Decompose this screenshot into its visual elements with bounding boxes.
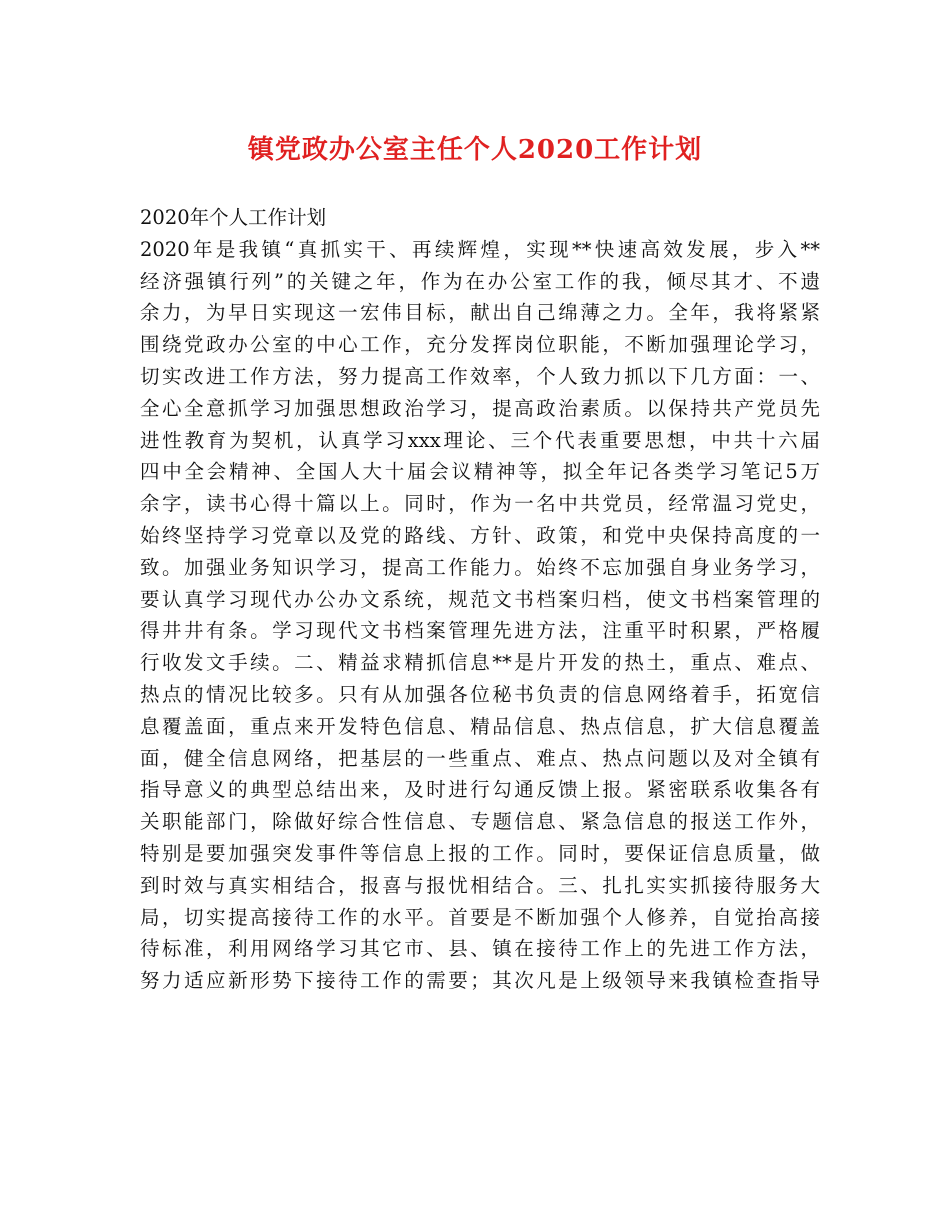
paragraph-line: 面，健全信息网络，把基层的一些重点、难点、热点问题以及对全镇有 bbox=[140, 746, 820, 770]
paragraph-line: 关职能部门，除做好综合性信息、专题信息、紧急信息的报送工作外， bbox=[140, 810, 820, 834]
paragraph-line: 到时效与真实相结合，报喜与报忧相结合。三、扎扎实实抓接待服务大 bbox=[140, 873, 820, 897]
paragraph-line: 余力，为早日实现这一宏伟目标，献出自己绵薄之力。全年，我将紧紧 bbox=[140, 301, 820, 325]
paragraph-line: 努力适应新形势下接待工作的需要；其次凡是上级领导来我镇检查指导 bbox=[140, 969, 820, 993]
document-subtitle: 2020年个人工作计划 bbox=[140, 206, 327, 229]
paragraph-line: 始终坚持学习党章以及党的路线、方针、政策，和党中央保持高度的一 bbox=[140, 523, 820, 547]
paragraph-line: 进性教育为契机，认真学习xxx理论、三个代表重要思想，中共十六届 bbox=[140, 428, 820, 452]
paragraph-line: 切实改进工作方法，努力提高工作效率，个人致力抓以下几方面：一、 bbox=[140, 364, 820, 388]
paragraph-line: 经济强镇行列”的关键之年，作为在办公室工作的我，倾尽其才、不遗 bbox=[140, 269, 820, 293]
paragraph-line: 局，切实提高接待工作的水平。首要是不断加强个人修养，自觉抬高接 bbox=[140, 905, 820, 929]
paragraph-line: 致。加强业务知识学习，提高工作能力。始终不忘加强自身业务学习， bbox=[140, 555, 820, 579]
paragraph-line: 2020年是我镇“真抓实干、再续辉煌，实现**快速高效发展，步入** bbox=[140, 237, 820, 261]
paragraph-line: 余字，读书心得十篇以上。同时，作为一名中共党员，经常温习党史， bbox=[140, 492, 820, 516]
paragraph-line: 指导意义的典型总结出来，及时进行勾通反馈上报。紧密联系收集各有 bbox=[140, 778, 820, 802]
document-body bbox=[140, 202, 820, 997]
paragraph-line: 要认真学习现代办公办文系统，规范文书档案归档，使文书档案管理的 bbox=[140, 587, 820, 611]
paragraph-line: 四中全会精神、全国人大十届会议精神等，拟全年记各类学习笔记5万 bbox=[140, 460, 820, 484]
paragraph-line: 热点的情况比较多。只有从加强各位秘书负责的信息网络着手，拓宽信 bbox=[140, 682, 820, 706]
paragraph-line: 待标准，利用网络学习其它市、县、镇在接待工作上的先进工作方法， bbox=[140, 937, 820, 961]
document-title: 镇党政办公室主任个人2020工作计划 bbox=[247, 135, 703, 165]
paragraph-line: 行收发文手续。二、精益求精抓信息**是片开发的热土，重点、难点、 bbox=[140, 651, 820, 675]
paragraph-line: 全心全意抓学习加强思想政治学习，提高政治素质。以保持共产党员先 bbox=[140, 396, 820, 420]
paragraph-line: 得井井有条。学习现代文书档案管理先进方法，注重平时积累，严格履 bbox=[140, 619, 820, 643]
paragraph-line: 特别是要加强突发事件等信息上报的工作。同时，要保证信息质量，做 bbox=[140, 841, 820, 865]
paragraph-line: 围绕党政办公室的中心工作，充分发挥岗位职能，不断加强理论学习， bbox=[140, 333, 820, 357]
paragraph-line: 息覆盖面，重点来开发特色信息、精品信息、热点信息，扩大信息覆盖 bbox=[140, 714, 820, 738]
